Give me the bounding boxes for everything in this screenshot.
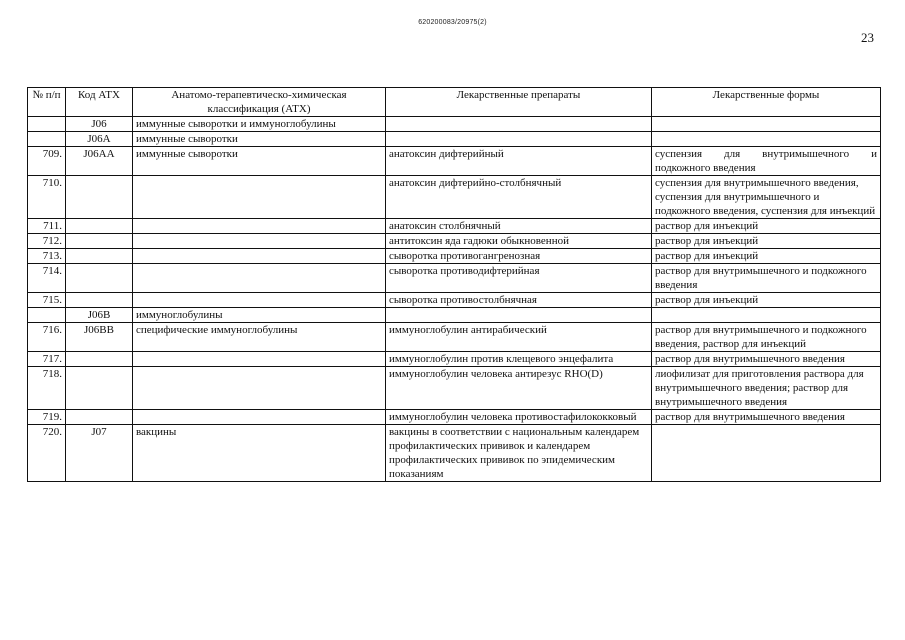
cell-number: 713. <box>28 249 66 264</box>
cell-number: 714. <box>28 264 66 293</box>
table-row <box>28 425 881 482</box>
cell-dosage-form: раствор для внутримышечного введения <box>652 410 881 425</box>
cell-dosage-form <box>652 425 881 482</box>
cell-drug: сыворотка противодифтерийная <box>386 264 652 293</box>
table-row <box>28 308 881 323</box>
cell-atx-code <box>66 367 133 410</box>
cell-atx-code <box>66 176 133 219</box>
cell-drug <box>386 308 652 323</box>
cell-drug: иммуноглобулин человека противостафилококковый <box>386 410 652 425</box>
cell-classification <box>133 367 386 410</box>
cell-drug <box>386 132 652 147</box>
table-header-row <box>28 88 881 117</box>
cell-classification <box>133 410 386 425</box>
cell-dosage-form: раствор для внутримышечного и подкожного введения, раствор для инъекций <box>652 323 881 352</box>
cell-atx-code: J06A <box>66 132 133 147</box>
page-number: 23 <box>861 30 874 45</box>
cell-classification <box>133 293 386 308</box>
cell-atx-code <box>66 293 133 308</box>
table-row <box>28 117 881 132</box>
table-row <box>28 410 881 425</box>
table-row <box>28 249 881 264</box>
cell-classification: иммунные сыворотки <box>133 132 386 147</box>
cell-classification <box>133 234 386 249</box>
cell-atx-code: J06 <box>66 117 133 132</box>
cell-number: 717. <box>28 352 66 367</box>
cell-number: 711. <box>28 219 66 234</box>
cell-number: 712. <box>28 234 66 249</box>
cell-drug: антитоксин яда гадюки обыкновенной <box>386 234 652 249</box>
cell-classification <box>133 264 386 293</box>
cell-atx-code <box>66 249 133 264</box>
cell-number: 709. <box>28 147 66 176</box>
column-header-number: № п/п <box>28 88 66 117</box>
cell-drug: вакцины в соответствии с национальным календарем профилактических прививок и календарем профилактических прививок по эпидемическим показаниям <box>386 425 652 482</box>
cell-number: 715. <box>28 293 66 308</box>
cell-dosage-form: раствор для инъекций <box>652 234 881 249</box>
document-id: 620200083/20975(2) <box>418 19 487 26</box>
cell-drug: анатоксин дифтерийно-столбнячный <box>386 176 652 219</box>
table-row <box>28 323 881 352</box>
cell-classification: иммунные сыворотки <box>133 147 386 176</box>
cell-number <box>28 117 66 132</box>
cell-dosage-form: раствор для внутримышечного и подкожного введения <box>652 264 881 293</box>
cell-drug: сыворотка противогангренозная <box>386 249 652 264</box>
cell-dosage-form: суспензия для внутримышечного введения, суспензия для внутримышечного и подкожного введения, суспензия для инъекций <box>652 176 881 219</box>
table-row <box>28 367 881 410</box>
atx-drug-table <box>27 87 881 482</box>
cell-dosage-form <box>652 132 881 147</box>
table-row <box>28 219 881 234</box>
cell-classification <box>133 219 386 234</box>
cell-dosage-form: лиофилизат для приготовления раствора для внутримышечного введения; раствор для внутримышечного введения <box>652 367 881 410</box>
table-row <box>28 234 881 249</box>
cell-atx-code: J06B <box>66 308 133 323</box>
cell-classification: специфические иммуноглобулины <box>133 323 386 352</box>
cell-number: 720. <box>28 425 66 482</box>
cell-atx-code <box>66 219 133 234</box>
cell-drug: иммуноглобулин антирабический <box>386 323 652 352</box>
cell-dosage-form <box>652 308 881 323</box>
cell-classification <box>133 352 386 367</box>
cell-number <box>28 308 66 323</box>
column-header-drugs: Лекарственные препараты <box>386 88 652 117</box>
cell-classification <box>133 176 386 219</box>
cell-dosage-form: раствор для внутримышечного введения <box>652 352 881 367</box>
table-row <box>28 352 881 367</box>
cell-number: 716. <box>28 323 66 352</box>
cell-drug: анатоксин дифтерийный <box>386 147 652 176</box>
cell-atx-code <box>66 264 133 293</box>
cell-number: 719. <box>28 410 66 425</box>
table-body <box>28 117 881 482</box>
cell-atx-code <box>66 234 133 249</box>
cell-atx-code: J06BB <box>66 323 133 352</box>
cell-dosage-form: раствор для инъекций <box>652 249 881 264</box>
cell-drug: сыворотка противостолбнячная <box>386 293 652 308</box>
cell-dosage-form: раствор для инъекций <box>652 219 881 234</box>
cell-classification <box>133 249 386 264</box>
cell-classification: иммуноглобулины <box>133 308 386 323</box>
cell-drug: анатоксин столбнячный <box>386 219 652 234</box>
cell-atx-code <box>66 410 133 425</box>
table-row <box>28 264 881 293</box>
column-header-dosage-forms: Лекарственные формы <box>652 88 881 117</box>
cell-dosage-form: суспензия для внутримышечного и подкожного введения <box>652 147 881 176</box>
cell-classification: иммунные сыворотки и иммуноглобулины <box>133 117 386 132</box>
cell-drug: иммуноглобулин против клещевого энцефалита <box>386 352 652 367</box>
cell-dosage-form <box>652 117 881 132</box>
cell-number <box>28 132 66 147</box>
cell-atx-code: J07 <box>66 425 133 482</box>
cell-number: 718. <box>28 367 66 410</box>
table-row <box>28 176 881 219</box>
column-header-atx-code: Код АТХ <box>66 88 133 117</box>
column-header-atx-classification: Анатомо-терапевтическо-химическая классификация (АТХ) <box>133 88 386 117</box>
cell-atx-code <box>66 352 133 367</box>
cell-classification: вакцины <box>133 425 386 482</box>
cell-drug <box>386 117 652 132</box>
cell-dosage-form: раствор для инъекций <box>652 293 881 308</box>
cell-number: 710. <box>28 176 66 219</box>
table-row <box>28 293 881 308</box>
table-row <box>28 132 881 147</box>
cell-atx-code: J06AA <box>66 147 133 176</box>
table-row <box>28 147 881 176</box>
cell-drug: иммуноглобулин человека антирезус RHO(D) <box>386 367 652 410</box>
